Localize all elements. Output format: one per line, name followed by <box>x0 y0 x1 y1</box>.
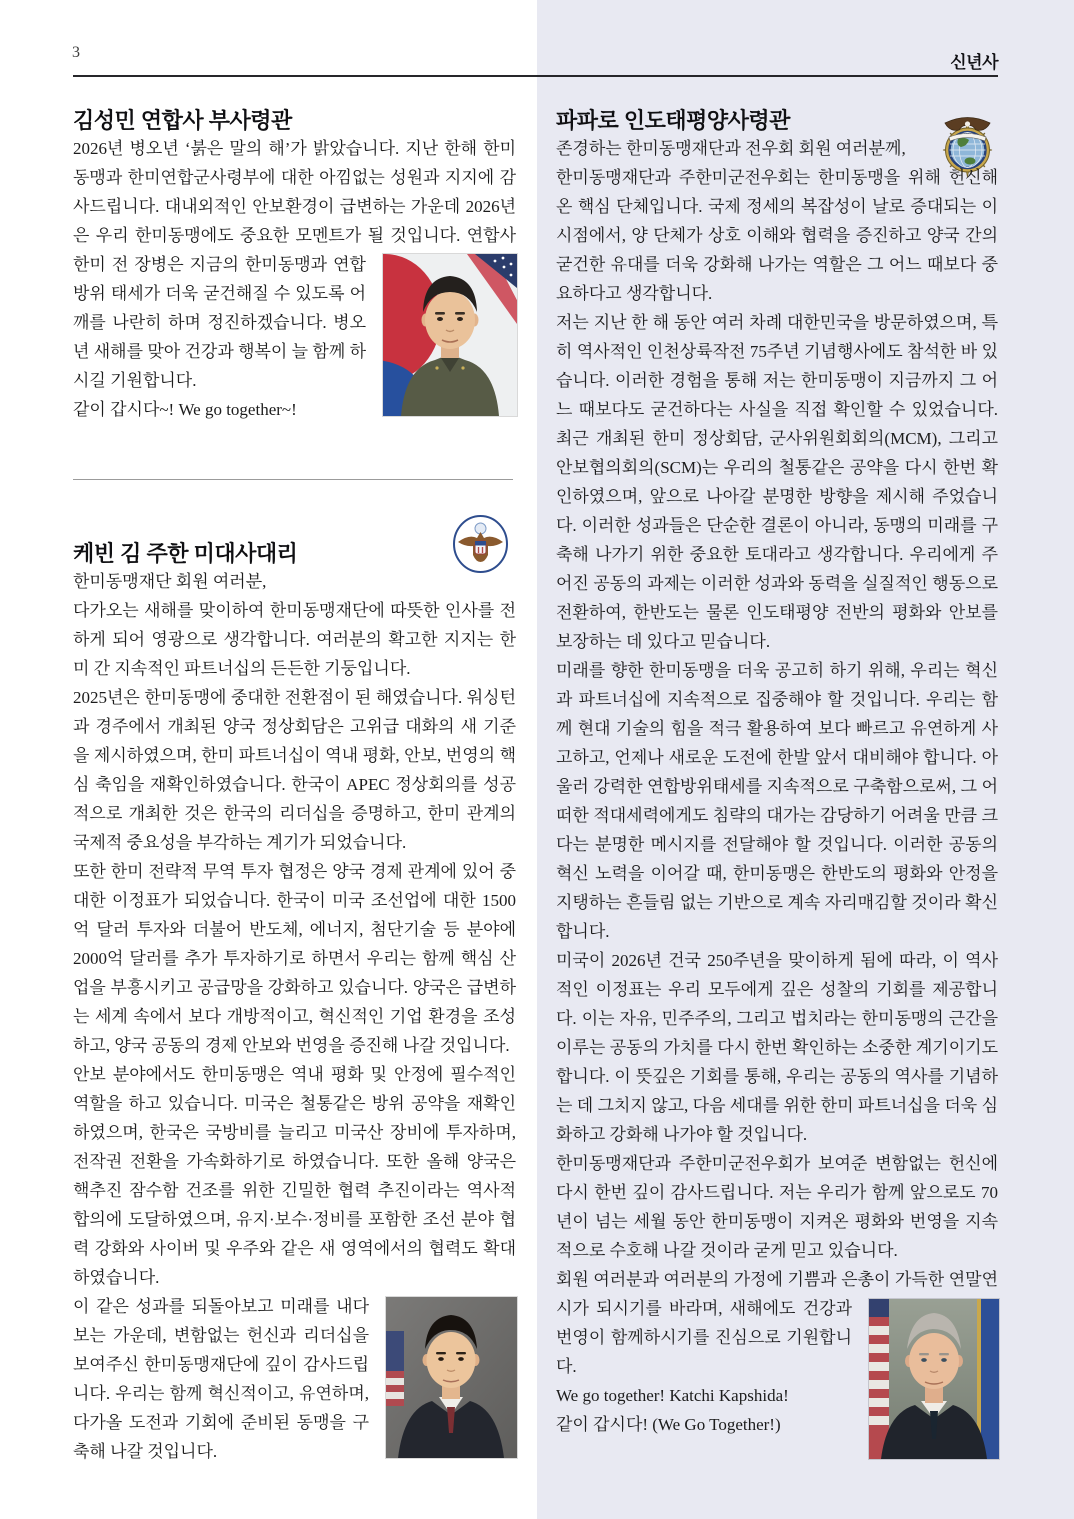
article-kevin-paragraph: 또한 한미 전략적 무역 투자 협정은 양국 경제 관계에 있어 중대한 이정표가 되었습니다. 한국이 미국 조선업에 대한 1500억 달러 투자와 더불어 반도체, 에너지, 첨단기술 등 분야에 2000억 달러를 추가 투자하기로 하면서 우리는 함께 핵심 산업을 부흥시키고 공급망을 강화하고 있습니다. 양국은 급변하는 세계 속에서 보다 개방적이고, 혁신적인 기업 환경을 조성하고, 양국 공동의 경제 안보와 번영을 증진해 나갈 것입니다. <box>73 862 516 1055</box>
article-kevin-paragraph: 한미동맹재단 회원 여러분, <box>73 572 267 591</box>
article-paparo-text-intro: 회원 여러분과 여러분의 가정에 기쁨과 은총이 가득한 연말연시 <box>556 1270 998 1318</box>
section-divider <box>73 479 513 480</box>
article-kevin-paragraph: 2025년은 한미동맹에 중대한 전환점이 된 해였습니다. 워싱턴과 경주에서 개최된 양국 정상회담은 고위급 대화의 새 기준을 제시하였으며, 한미 파트너십이 역내 평화, 안보, 번영의 핵심 축임을 재확인하였습니다. 한국이 APEC 정상회의를 성공적으로 개최한 것은 한국의 리더십을 증명하고, 한미 관계의 국제적 중요성을 부각하는 계기가 되었습니다. <box>73 688 516 852</box>
article-kim-text-wrap: 전 장병은 지금의 한미동맹과 연합방위 태세가 더욱 굳건해질 수 있도록 어깨를 나란히 하며 정진하겠습니다. 병오년 새해를 맞아 건강과 행복이 늘 함께 하시길 기원합니다. <box>73 255 366 390</box>
article-paparo-slogan-en: We go together! Katchi Kapshida! <box>556 1386 789 1405</box>
article-paparo-paragraph: 저는 지난 한 해 동안 여러 차례 대한민국을 방문하였으며, 특히 역사적인 인천상륙작전 75주년 기념행사에도 참석한 바 있습니다. 이러한 경험을 통해 저는 한미동맹이 지금까지 그 어느 때보다도 굳건하다는 사실을 직접 확인할 수 있었습니다. 최근 개최된 한미 정상회담, 군사위원회회의(MCM), 그리고 안보협의회의(SCM)는 우리의 철통같은 공약을 다시 한번 확인하였으며, 앞으로 나아갈 분명한 방향을 제시해 주었습니다. 이러한 성과들은 단순한 결론이 아니라, 동맹의 미래를 구축해 나가기 위한 중요한 토대라고 생각합니다. 우리에게 주어진 공동의 과제는 이러한 성과와 동력을 실질적인 행동으로 전환하여, 한반도는 물론 인도태평양 전반의 평화와 안보를 보장하는 데 있다고 믿습니다. <box>556 313 998 651</box>
article-kim-paragraph <box>73 134 516 395</box>
article-paparo-paragraph: 한미동맹재단과 주한미군전우회가 보여준 변함없는 헌신에 다시 한번 깊이 감사드립니다. 저는 우리가 함께 앞으로도 70년이 넘는 세월 동안 한미동맹이 지켜온 평화와 번영을 지속적으로 수호해 나갈 것이라 굳게 믿고 있습니다. <box>556 1154 998 1260</box>
paparo-portrait-photo <box>868 1298 998 1458</box>
article-paparo-paragraph: 미래를 향한 한미동맹을 더욱 공고히 하기 위해, 우리는 혁신과 파트너십에 지속적으로 집중해야 할 것입니다. 우리는 함께 현대 기술의 힘을 적극 활용하여 보다 빠르고 유연하게 사고하고, 언제나 새로운 도전에 한발 앞서 대비해야 합니다. 아울러 강력한 연합방위태세를 지속적으로 구축함으로써, 그 어떠한 적대세력에게도 침략의 대가는 감당하기 어려울 만큼 크다는 분명한 메시지를 전달해야 할 것입니다. 이러한 공동의 혁신 노력을 이어갈 때, 한미동맹은 한반도의 평화와 안정을 지탱하는 흔들림 없는 기반으로 계속 자리매김할 것이라 확신합니다. <box>556 661 998 941</box>
paparo-portrait-illustration <box>868 1298 1000 1460</box>
article-paparo-paragraph <box>556 1265 998 1381</box>
article-paparo-slogan-ko: 같이 갑시다! (We Go Together!) <box>556 1415 781 1434</box>
article-kim-heading: 김성민 연합사 부사령관 <box>73 108 292 133</box>
page-number: 3 <box>72 44 80 61</box>
article-kim-closing: 같이 갑시다~! We go together~! <box>73 400 297 419</box>
article-kevin-paragraph: 다가오는 새해를 맞이하여 한미동맹재단에 따뜻한 인사를 전하게 되어 영광으로 생각합니다. 여러분의 확고한 지지는 한미 간 지속적인 파트너십의 든든한 기둥입니다. <box>73 601 516 678</box>
article-kevin-kim <box>73 541 516 1466</box>
article-paparo <box>556 108 998 1464</box>
article-kevin-text-wrap: 이 같은 성과를 되돌아보고 미래를 내다보는 가운데, 변함없는 헌신과 리더십을 보여주신 한미동맹재단에 깊이 감사드립니다. 우리는 함께 혁신적이고, 유연하며, 다가올 도전과 기회에 준비된 동맹을 구축해 나갈 것입니다. <box>73 1297 369 1461</box>
header-rule <box>73 75 998 77</box>
kim-portrait-illustration <box>382 253 518 417</box>
article-paparo-paragraph: 미국이 2026년 건국 250주년을 맞이하게 됨에 따라, 이 역사적인 이정표는 우리 모두에게 깊은 성찰의 기회를 제공합니다. 이는 자유, 민주주의, 그리고 법치라는 한미동맹의 근간을 이루는 공동의 가치를 다시 한번 확인하는 소중한 계기이기도 합니다. 이 뜻깊은 기회를 통해, 우리는 공동의 역사를 기념하는 데 그치지 않고, 다음 세대를 위한 한미 파트너십을 더욱 심화하고 강화해 나가야 할 것입니다. <box>556 951 998 1144</box>
article-paparo-heading: 파파로 인도태평양사령관 <box>556 108 790 133</box>
article-kim-sungmin <box>73 108 516 424</box>
article-paparo-paragraph: 존경하는 한미동맹재단과 전우회 회원 여러분께, <box>556 139 906 158</box>
article-kevin-heading: 케빈 김 주한 미대사대리 <box>73 541 298 566</box>
kevin-portrait-photo <box>385 1296 516 1457</box>
article-kim-text-intro: 2026년 병오년 ‘붉은 말의 해’가 밝았습니다. 지난 한해 한미동맹과 한미연합군사령부에 대한 아낌없는 성원과 지지에 감사드립니다. 대내외적인 안보환경이 급변하는 가운데 2026년은 우리 한미동맹에도 중요한 모멘트가 될 것입니다. 연합사 한미 <box>73 139 516 274</box>
kim-portrait-photo <box>382 253 516 415</box>
article-kevin-paragraph <box>73 1292 516 1466</box>
article-paparo-paragraph: 한미동맹재단과 주한미군전우회는 한미동맹을 위해 헌신해 온 핵심 단체입니다. 국제 정세의 복잡성이 날로 증대되는 이 시점에서, 양 단체가 상호 이해와 협력을 증진하고 양국 간의 굳건한 유대를 더욱 강화해 나가는 역할은 그 어느 때보다 중요하다고 생각합니다. <box>556 168 998 303</box>
page-header-label: 신년사 <box>950 53 998 72</box>
kevin-portrait-illustration <box>385 1296 518 1459</box>
article-paparo-text-wrap: 가 되시기를 바라며, 새해에도 건강과 번영이 함께하시기를 진심으로 기원합니다. <box>556 1299 852 1376</box>
article-kevin-paragraph: 안보 분야에서도 한미동맹은 역내 평화 및 안정에 필수적인 역할을 하고 있습니다. 미국은 철통같은 방위 공약을 재확인하였으며, 한국은 국방비를 늘리고 미국산 장비에 투자하며, 전작권 전환을 가속화하기로 하였습니다. 또한 올해 양국은 핵추진 잠수함 건조를 위한 긴밀한 협력 추진이라는 역사적 합의에 도달하였으며, 유지·보수·정비를 포함한 조선 분야 협력 강화와 사이버 및 우주와 같은 새 영역에서의 협력도 확대하였습니다. <box>73 1065 516 1287</box>
